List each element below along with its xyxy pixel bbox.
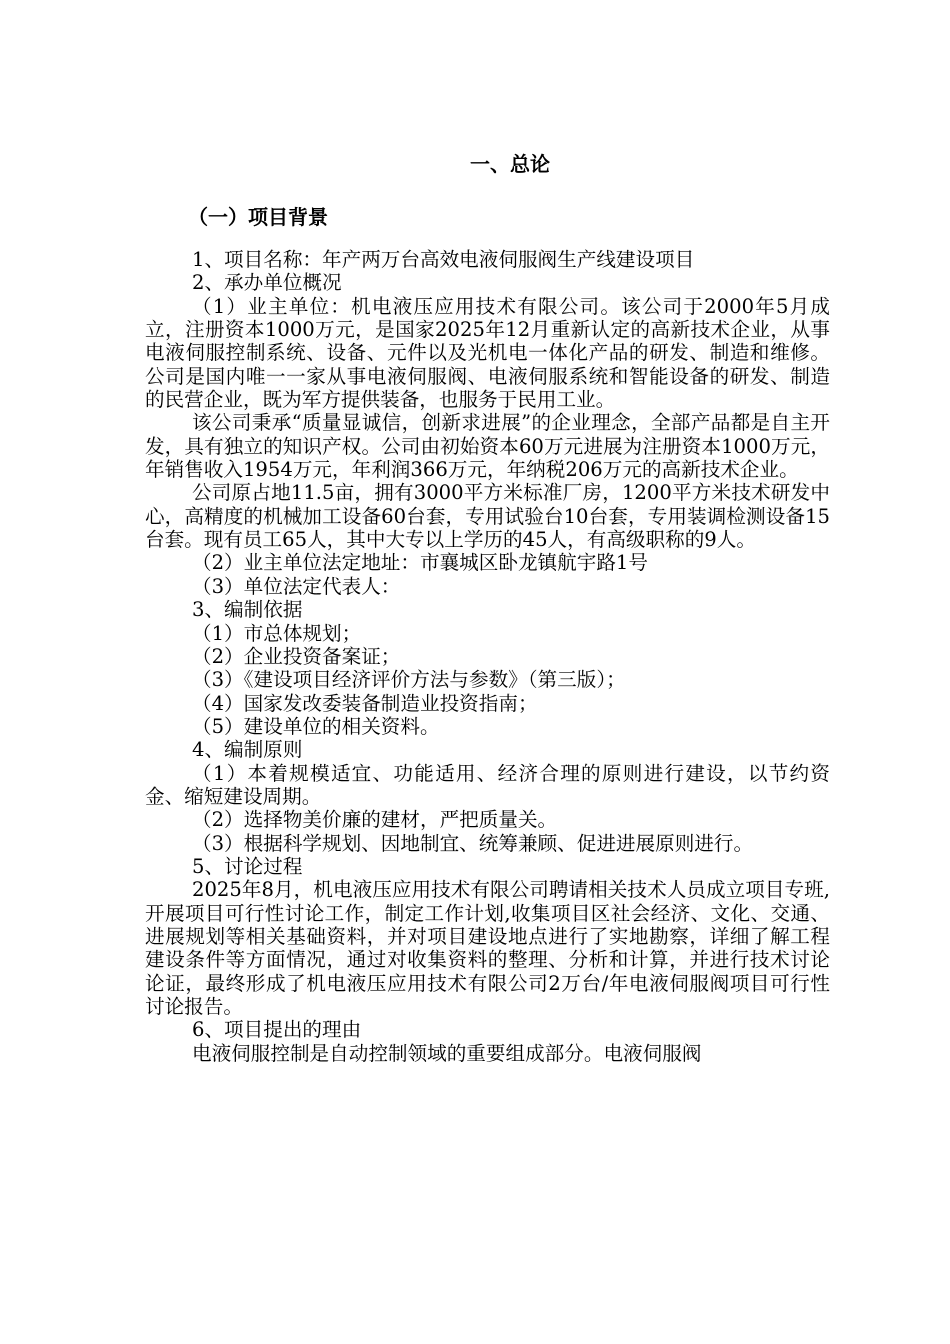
body-text [145,248,830,1065]
paragraph: 电液伺服控制是自动控制领域的重要组成部分。电液伺服阀 [192,1041,702,1065]
paragraph: 公司原占地11.5亩，拥有3000平方米标准厂房，1200平方米技术研发中心，高精度的机械加工设备60台套，专用试验台10台套，专用装调检测设备15台套。现有员工65人，其中大专以上学历的45人，有高级职称的9人。 [145,481,830,552]
section-heading: （一）项目背景 [188,205,328,229]
paragraph: 5、讨论过程 [192,854,303,878]
paragraph: 6、项目提出的理由 [192,1018,362,1042]
paragraph: 1、项目名称：年产两万台高效电液伺服阀生产线建设项目 [192,248,695,271]
paragraph: 4、编制原则 [192,738,303,762]
paragraph: （2）企业投资备案证； [192,644,401,668]
paragraph: （2）选择物美价廉的建材，严把质量关。 [192,808,558,832]
paragraph: 该公司秉承“质量显诚信，创新求进展”的企业理念，全部产品都是自主开发，具有独立的知识产权。公司由初始资本60万元进展为注册资本1000万元，年销售收入1954万元，年利润366万元，年纳税206万元的高新技术企业。 [145,411,830,482]
paragraph: 2025年8月，机电液压应用技术有限公司聘请相关技术人员成立项目专班,开展项目可行性讨论工作，制定工作计划,收集项目区社会经济、文化、交通、进展规划等相关基础资料，并对项目建设地点进行了实地勘察，详细了解工程建设条件等方面情况，通过对收集资料的整理、分析和计算，并进行技术讨论论证，最终形成了机电液压应用技术有限公司2万台/年电液伺服阀项目可行性讨论报告。 [145,878,830,1018]
paragraph: （3）根据科学规划、因地制宜、统筹兼顾、促进进展原则进行。 [192,831,754,855]
paragraph: 3、编制依据 [192,598,303,622]
paragraph: （1）业主单位：机电液压应用技术有限公司。该公司于2000年5月成立，注册资本1000万元，是国家2025年12月重新认定的高新技术企业，从事电液伺服控制系统、设备、元件以及光机电一体化产品的研发、制造和维修。公司是国内唯一一家从事电液伺服阀、电液伺服系统和智能设备的研发、制造的民营企业，既为军方提供装备，也服务于民用工业。 [145,294,830,412]
paragraph: （1）本着规模适宜、功能适用、经济合理的原则进行建设，以节约资金、缩短建设周期。 [145,761,830,808]
paragraph: 2、承办单位概况 [192,271,342,295]
paragraph: （1）市总体规划； [192,621,362,645]
paragraph: （4）国家发改委装备制造业投资指南； [192,691,538,715]
chapter-heading: 一、总论 [470,152,550,176]
paragraph: （3）单位法定代表人： [192,574,401,598]
paragraph: （5）建设单位的相关资料。 [192,714,440,738]
paragraph: （3）《建设项目经济评价方法与参数》（第三版）； [192,668,626,692]
paragraph: （2）业主单位法定地址：市襄城区卧龙镇航宇路1号 [192,551,648,575]
